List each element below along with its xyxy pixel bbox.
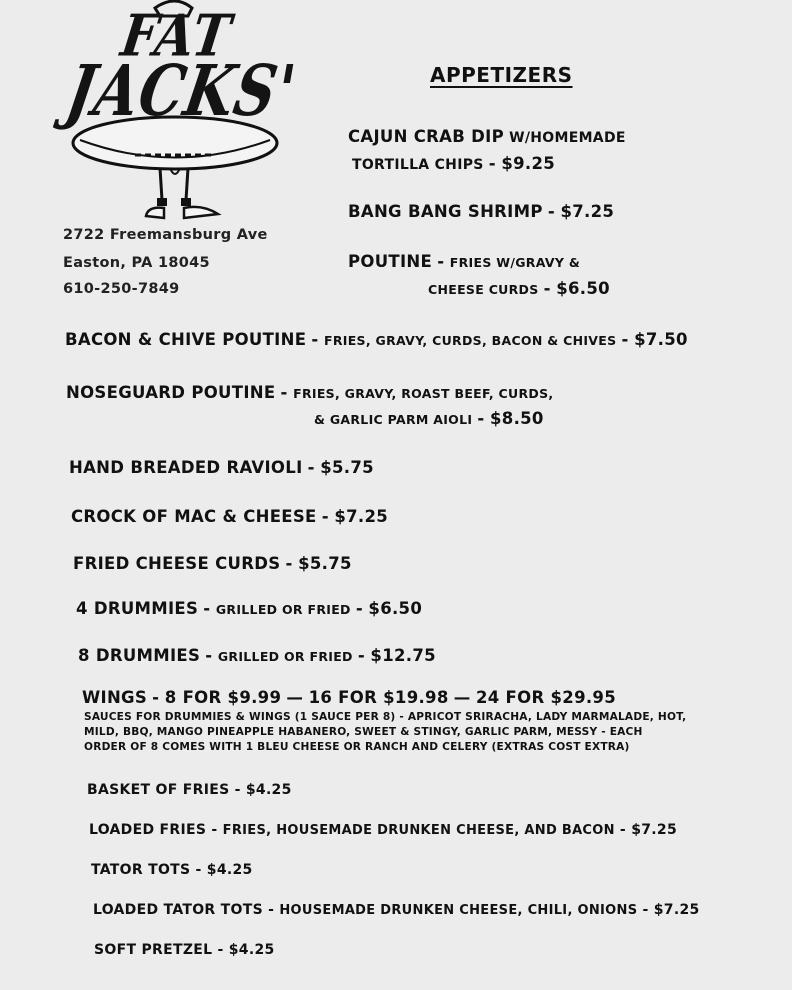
menu-item-basket-of-fries: BASKET OF FRIES - $4.25 <box>87 782 292 798</box>
item-desc: CHEESE CURDS <box>428 282 539 297</box>
item-name: 8 DRUMMIES <box>78 646 201 665</box>
item-name: HAND BREADED RAVIOLI <box>69 458 303 477</box>
item-price: $9.25 <box>501 154 556 173</box>
logo-line-jacks: JACKS' <box>60 49 303 133</box>
sauce-list-line3: ORDER OF 8 COMES WITH 1 BLEU CHEESE OR RANCH AND CELERY (EXTRAS COST EXTRA) <box>84 741 630 753</box>
city-state-zip: Easton, PA 18045 <box>63 255 210 271</box>
item-desc: GRILLED OR FRIED <box>217 649 353 664</box>
item-name: BASKET OF FRIES <box>87 782 230 798</box>
item-name: POUTINE <box>348 252 433 271</box>
item-name: FRIED CHEESE CURDS <box>73 554 281 573</box>
sauce-list-line2: MILD, BBQ, MANGO PINEAPPLE HABANERO, SWEET & STINGY, GARLIC PARM, MESSY - EACH <box>84 726 643 738</box>
fat-jacks-logo <box>60 0 303 230</box>
street-address: 2722 Freemansburg Ave <box>63 227 268 243</box>
menu-item-loaded-fries: LOADED FRIES - FRIES, HOUSEMADE DRUNKEN CHEESE, AND BACON - $7.25 <box>89 822 677 838</box>
menu-item-tator-tots: TATOR TOTS - $4.25 <box>91 862 253 878</box>
phone-number: 610-250-7849 <box>63 281 180 297</box>
menu-item-loaded-tator-tots: LOADED TATOR TOTS - HOUSEMADE DRUNKEN CHEESE, CHILI, ONIONS - $7.25 <box>93 902 700 918</box>
item-name: NOSEGUARD POUTINE <box>66 383 276 402</box>
logo-line-fat: FAT <box>117 1 236 70</box>
sauce-list-line1: SAUCES FOR DRUMMIES & WINGS (1 SAUCE PER 8) - APRICOT SRIRACHA, LADY MARMALADE, HOT, <box>84 711 687 723</box>
item-desc: FRIES, GRAVY, CURDS, BACON & CHIVES <box>324 333 617 348</box>
item-price: $7.25 <box>631 822 677 838</box>
item-price: $6.50 <box>556 279 610 298</box>
item-price: $7.25 <box>653 902 700 918</box>
item-price: $5.75 <box>298 554 352 573</box>
item-name: SOFT PRETZEL <box>94 942 213 958</box>
menu-item-noseguard-poutine: NOSEGUARD POUTINE - FRIES, GRAVY, ROAST BEEF, CURDS, <box>66 383 554 402</box>
menu-item-poutine: POUTINE - FRIES W/GRAVY & <box>348 252 581 271</box>
item-name: BACON & CHIVE POUTINE <box>65 330 307 349</box>
item-name: LOADED FRIES <box>89 822 207 838</box>
item-name: BANG BANG SHRIMP <box>348 202 543 221</box>
item-desc: FRIES, GRAVY, ROAST BEEF, CURDS, <box>293 386 554 401</box>
item-price: $12.75 <box>370 646 436 665</box>
menu-item-noseguard-poutine-line2: & GARLIC PARM AIOLI - $8.50 <box>314 409 544 428</box>
menu-item-4-drummies: 4 DRUMMIES - GRILLED OR FRIED - $6.50 <box>76 599 423 618</box>
item-desc: W/HOMEMADE <box>509 130 626 146</box>
item-desc: TORTILLA CHIPS <box>352 157 484 173</box>
item-price: $8.50 <box>490 409 544 428</box>
item-price: $7.25 <box>560 202 615 221</box>
menu-item-fried-cheese-curds: FRIED CHEESE CURDS - $5.75 <box>73 554 352 573</box>
section-title-appetizers: APPETIZERS <box>430 63 573 87</box>
menu-item-crock-mac-cheese: CROCK OF MAC & CHEESE - $7.25 <box>71 507 389 526</box>
item-name: CROCK OF MAC & CHEESE <box>71 507 317 526</box>
item-desc: GRILLED OR FRIED <box>215 602 351 617</box>
item-name: TATOR TOTS <box>91 862 191 878</box>
item-price: $5.75 <box>320 458 374 477</box>
item-price: $4.25 <box>228 942 275 958</box>
menu-item-poutine-line2: CHEESE CURDS - $6.50 <box>428 279 610 298</box>
menu-item-cajun-crab-dip <box>348 127 626 146</box>
wings-option-16: 16 FOR $19.98 <box>308 688 449 707</box>
menu-item-cajun-crab-dip-line2: TORTILLA CHIPS - $9.25 <box>352 154 556 173</box>
item-price: $7.50 <box>634 330 688 349</box>
wings-option-8: 8 FOR $9.99 <box>164 688 282 707</box>
item-price: $4.25 <box>245 782 292 798</box>
item-price: $7.25 <box>334 507 389 526</box>
item-desc: FRIES W/GRAVY & <box>449 255 581 270</box>
item-price: $4.25 <box>206 862 253 878</box>
item-name: CAJUN CRAB DIP <box>348 127 505 146</box>
menu-item-soft-pretzel: SOFT PRETZEL - $4.25 <box>94 942 275 958</box>
item-desc: FRIES, HOUSEMADE DRUNKEN CHEESE, AND BACON <box>222 823 615 838</box>
item-desc: HOUSEMADE DRUNKEN CHEESE, CHILI, ONIONS <box>279 903 638 918</box>
menu-item-wings: WINGS - 8 FOR $9.99 — 16 FOR $19.98 — 24 FOR $29.95 <box>82 688 616 707</box>
item-name: 4 DRUMMIES <box>76 599 199 618</box>
item-name: WINGS <box>82 688 148 707</box>
item-desc: & GARLIC PARM AIOLI <box>314 412 473 427</box>
item-price: $6.50 <box>368 599 423 618</box>
menu-item-bacon-chive-poutine: BACON & CHIVE POUTINE - FRIES, GRAVY, CURDS, BACON & CHIVES - $7.50 <box>65 330 688 349</box>
menu-item-bang-bang-shrimp: BANG BANG SHRIMP - $7.25 <box>348 202 615 221</box>
wings-option-24: 24 FOR $29.95 <box>475 688 616 707</box>
menu-item-8-drummies: 8 DRUMMIES - GRILLED OR FRIED - $12.75 <box>78 646 436 665</box>
item-name: LOADED TATOR TOTS <box>93 902 263 918</box>
menu-item-hand-breaded-ravioli: HAND BREADED RAVIOLI - $5.75 <box>69 458 374 477</box>
